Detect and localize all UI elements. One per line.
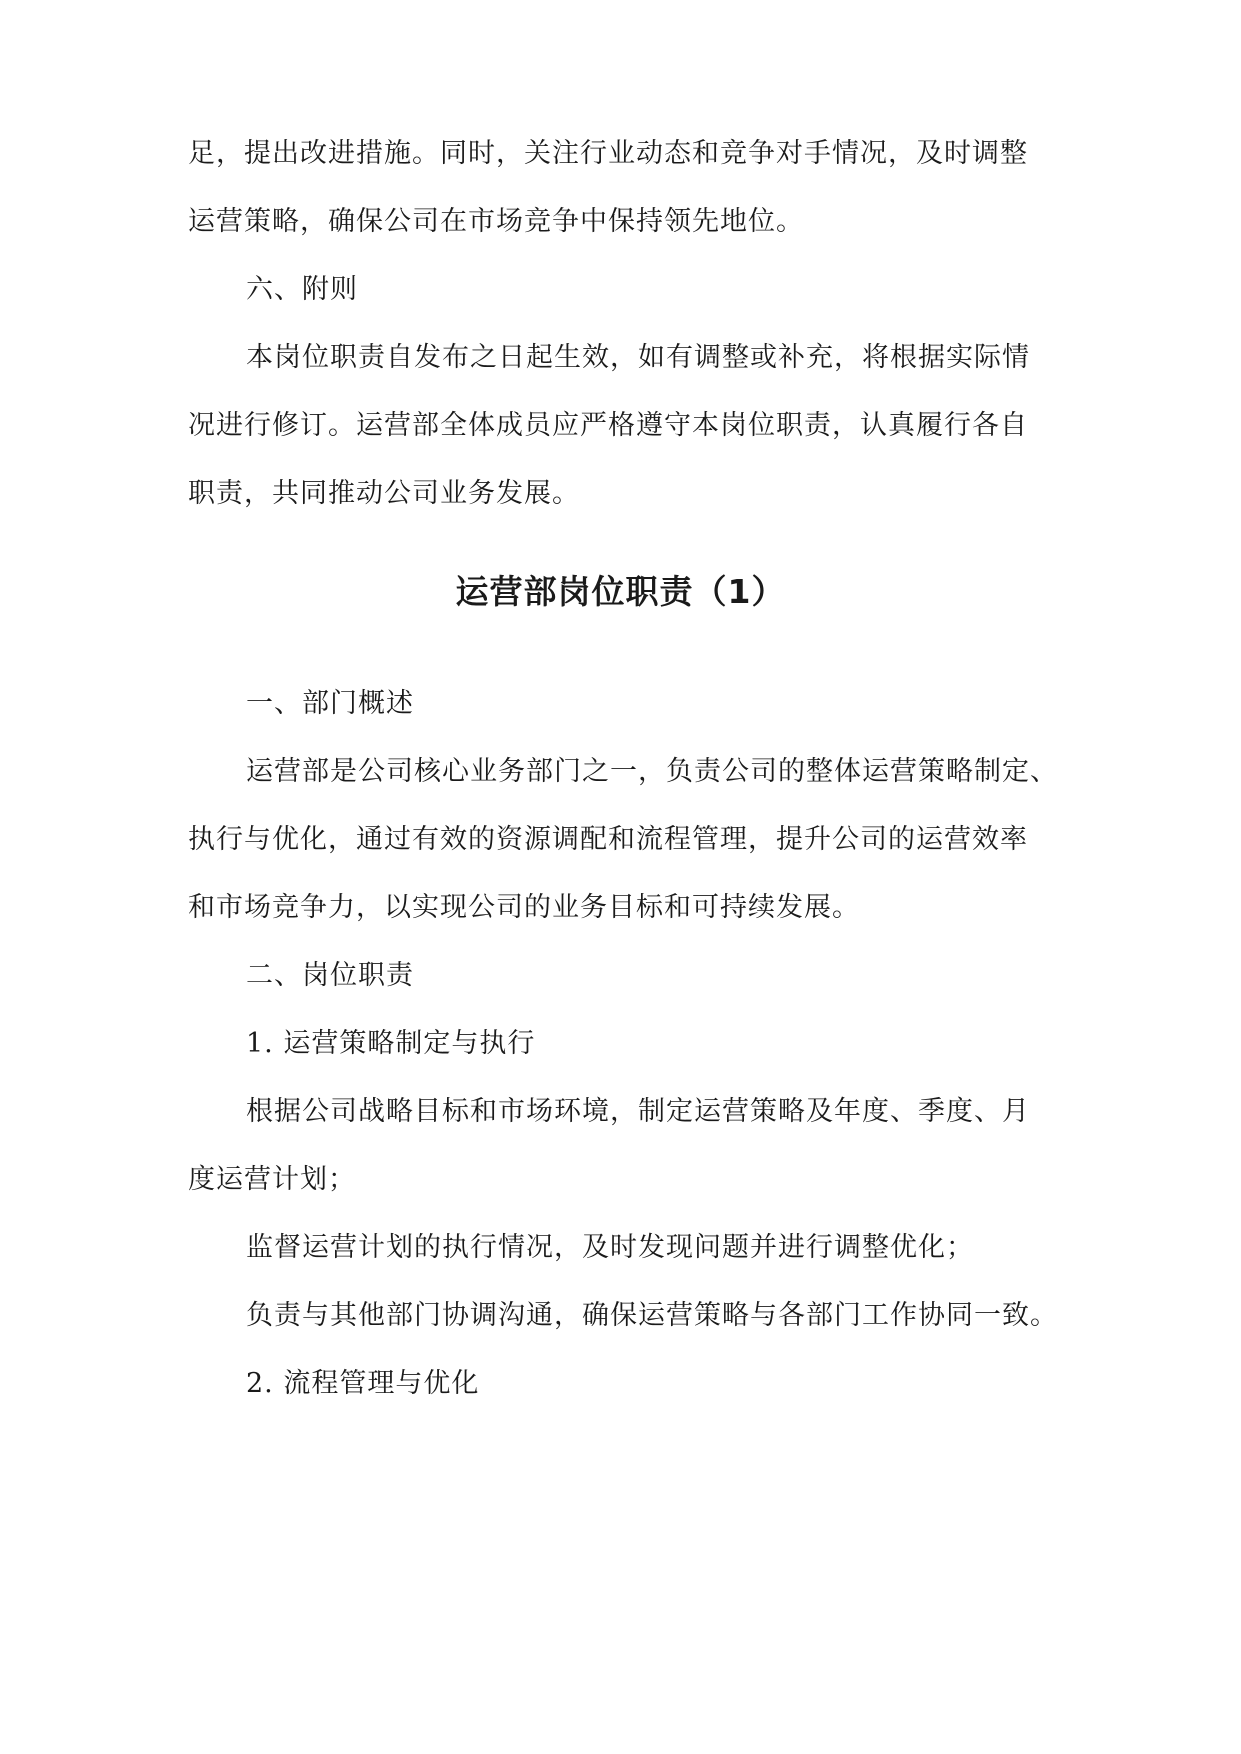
body-text-line: 执行与优化，通过有效的资源调配和流程管理，提升公司的运营效率	[188, 824, 1028, 855]
document-title: 运营部岗位职责（1）	[455, 572, 786, 611]
section-heading-appendix: 六、附则	[246, 274, 358, 305]
body-text-line: 况进行修订。运营部全体成员应严格遵守本岗位职责，认真履行各自	[188, 410, 1028, 441]
subsection-heading-strategy: 1. 运营策略制定与执行	[246, 1028, 536, 1059]
body-text-line: 监督运营计划的执行情况，及时发现问题并进行调整优化；	[246, 1232, 974, 1263]
body-text-line: 根据公司战略目标和市场环境，制定运营策略及年度、季度、月	[246, 1096, 1030, 1127]
section-heading-duties: 二、岗位职责	[246, 960, 414, 991]
body-text-line: 职责，共同推动公司业务发展。	[188, 478, 580, 509]
body-text-line: 负责与其他部门协调沟通，确保运营策略与各部门工作协同一致。	[246, 1300, 1058, 1331]
body-text-line: 运营策略，确保公司在市场竞争中保持领先地位。	[188, 206, 804, 237]
subsection-heading-process: 2. 流程管理与优化	[246, 1368, 480, 1399]
body-text-line: 度运营计划；	[188, 1164, 356, 1195]
body-text-line: 运营部是公司核心业务部门之一，负责公司的整体运营策略制定、	[246, 756, 1058, 787]
section-heading-overview: 一、部门概述	[246, 688, 414, 719]
body-text-line: 足，提出改进措施。同时，关注行业动态和竞争对手情况，及时调整	[188, 138, 1028, 169]
body-text-line: 本岗位职责自发布之日起生效，如有调整或补充，将根据实际情	[246, 342, 1030, 373]
body-text-line: 和市场竞争力，以实现公司的业务目标和可持续发展。	[188, 892, 860, 923]
